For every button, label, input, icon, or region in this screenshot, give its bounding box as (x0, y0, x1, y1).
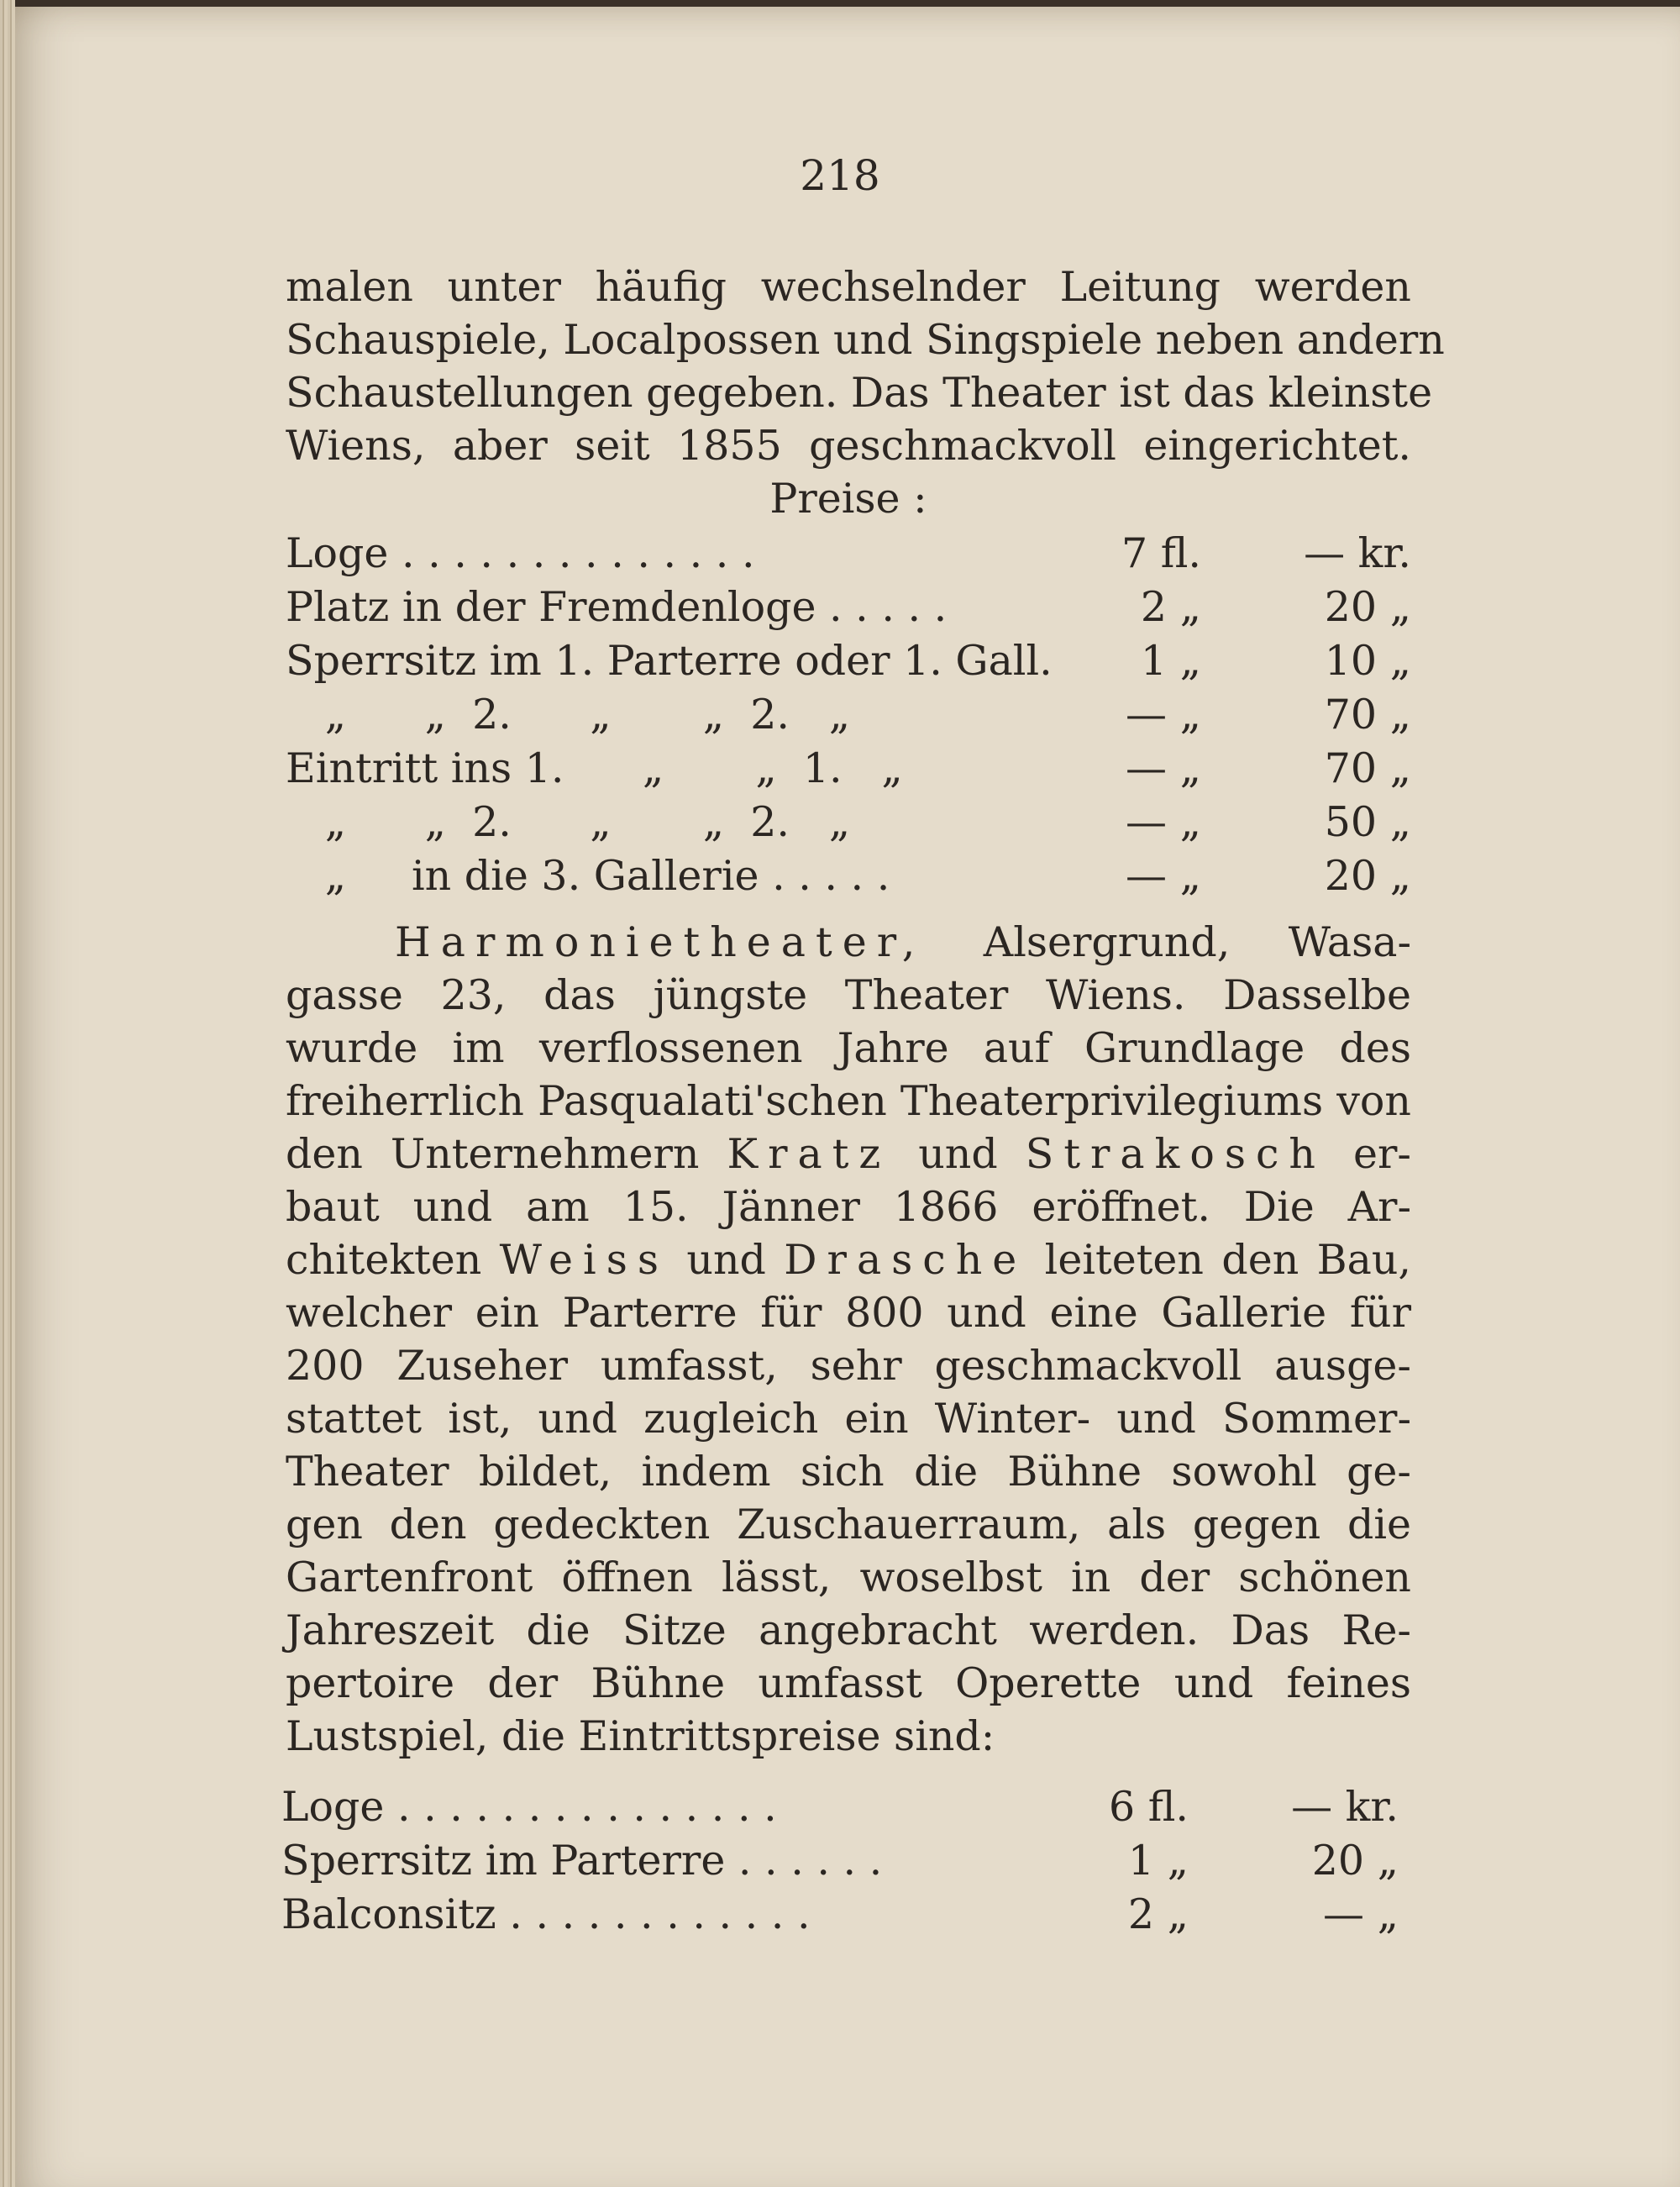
person-name: Kratz (727, 1130, 891, 1178)
price-label: Loge . . . . . . . . . . . . . . (286, 529, 755, 577)
price-table-1 (286, 529, 1411, 906)
price-fl: — „ (1126, 691, 1201, 739)
text-line: Schauspiele, Localpossen und Singspiele neben andern (286, 316, 1445, 364)
price-row (286, 744, 1411, 798)
price-row (286, 637, 1411, 691)
text-line (286, 1233, 1411, 1286)
text-line: Theater bildet, indem sich die Bühne sowohl ge- (286, 1448, 1411, 1496)
price-label: Balconsitz . . . . . . . . . . . . (281, 1890, 811, 1938)
price-fl: 6 fl. (1108, 1783, 1189, 1831)
price-label: Sperrsitz im Parterre . . . . . . (281, 1837, 883, 1885)
text-line (286, 1128, 1411, 1180)
text-fragment: chitekten (286, 1236, 500, 1284)
page-edge (0, 0, 15, 2187)
person-name: Strakosch (1025, 1130, 1326, 1178)
price-fl: — „ (1126, 744, 1201, 792)
text-fragment: den Unternehmern (286, 1130, 727, 1178)
price-row (281, 1837, 1399, 1890)
price-fl: 1 „ (1127, 1837, 1189, 1885)
text-fragment: leiteten den Bau, (1026, 1236, 1411, 1284)
text-line: stattet ist, und zugleich ein Winter- und Sommer- (286, 1395, 1411, 1443)
price-fl: — „ (1126, 798, 1201, 846)
text-fragment: und (890, 1130, 1026, 1178)
text-fragment: er- (1326, 1130, 1411, 1178)
price-fl: 1 „ (1140, 637, 1201, 685)
price-table-2 (281, 1783, 1399, 1944)
text-line: Jahreszeit die Sitze angebracht werden. Das Re- (286, 1606, 1411, 1654)
text-line: 200 Zuseher umfasst, sehr geschmackvoll ausge- (286, 1342, 1411, 1390)
text-fragment: und (669, 1236, 785, 1284)
text-line (286, 916, 1411, 969)
person-name: Weiss (499, 1236, 669, 1284)
price-label: Sperrsitz im 1. Parterre oder 1. Gall. (286, 637, 1053, 685)
price-kr: 70 „ (1324, 744, 1411, 792)
price-kr: 50 „ (1324, 798, 1411, 846)
text-line: gasse 23, das jüngste Theater Wiens. Dasselbe (286, 971, 1411, 1019)
price-row (281, 1890, 1399, 1944)
text-fragment: Alsergrund, Wasa- (925, 918, 1411, 966)
price-row (286, 529, 1411, 583)
text-line: gen den gedeckten Zuschauerraum, als gegen die (286, 1501, 1411, 1548)
theater-name: Harmonietheater, (395, 918, 926, 966)
price-row (286, 852, 1411, 906)
price-label: Eintritt ins 1. „ „ 1. „ (286, 744, 903, 792)
price-fl: — „ (1126, 852, 1201, 900)
text-line: Lustspiel, die Eintrittspreise sind: (286, 1712, 995, 1760)
text-line: pertoire der Bühne umfasst Operette und feines (286, 1659, 1411, 1707)
text-line: wurde im verflossenen Jahre auf Grundlage des (286, 1024, 1411, 1072)
price-row (286, 798, 1411, 852)
price-label: „ „ 2. „ „ 2. „ (286, 691, 851, 739)
price-kr: — „ (1323, 1890, 1399, 1938)
price-label: Platz in der Fremdenloge . . . . . (286, 583, 948, 631)
price-label: „ „ 2. „ „ 2. „ (286, 798, 851, 846)
text-line: Gartenfront öffnen lässt, woselbst in der schönen (286, 1554, 1411, 1601)
price-label: „ in die 3. Gallerie . . . . . (286, 852, 890, 900)
text-line: freiherrlich Pasqualati'schen Theaterprivilegiums von (286, 1077, 1411, 1125)
price-row (286, 691, 1411, 744)
text-line: welcher ein Parterre für 800 und eine Gallerie für (286, 1289, 1411, 1337)
text-line: Wiens, aber seit 1855 geschmackvoll eingerichtet. (286, 422, 1411, 470)
price-fl: 2 „ (1127, 1890, 1189, 1938)
text-line: malen unter häufig wechselnder Leitung werden (286, 263, 1411, 311)
price-fl: 2 „ (1140, 583, 1201, 631)
text-line: baut und am 15. Jänner 1866 eröffnet. Die Ar- (286, 1183, 1411, 1231)
price-row (286, 583, 1411, 637)
price-fl: 7 fl. (1121, 529, 1201, 577)
paragraph-1 (286, 260, 1445, 525)
price-kr: — kr. (1291, 1783, 1399, 1831)
person-name: Drasche (784, 1236, 1027, 1284)
paragraph-2 (286, 916, 1411, 1763)
price-kr: 20 „ (1311, 1837, 1399, 1885)
price-kr: — kr. (1304, 529, 1411, 577)
price-label: Loge . . . . . . . . . . . . . . . (281, 1783, 777, 1831)
price-kr: 10 „ (1324, 637, 1411, 685)
page-number: 218 (800, 151, 880, 200)
price-row (281, 1783, 1399, 1837)
text-line: Schaustellungen gegeben. Das Theater ist das kleinste (286, 369, 1433, 417)
price-kr: 20 „ (1324, 583, 1411, 631)
price-kr: 70 „ (1324, 691, 1411, 739)
preise-heading: Preise : (769, 475, 927, 523)
price-kr: 20 „ (1324, 852, 1411, 900)
